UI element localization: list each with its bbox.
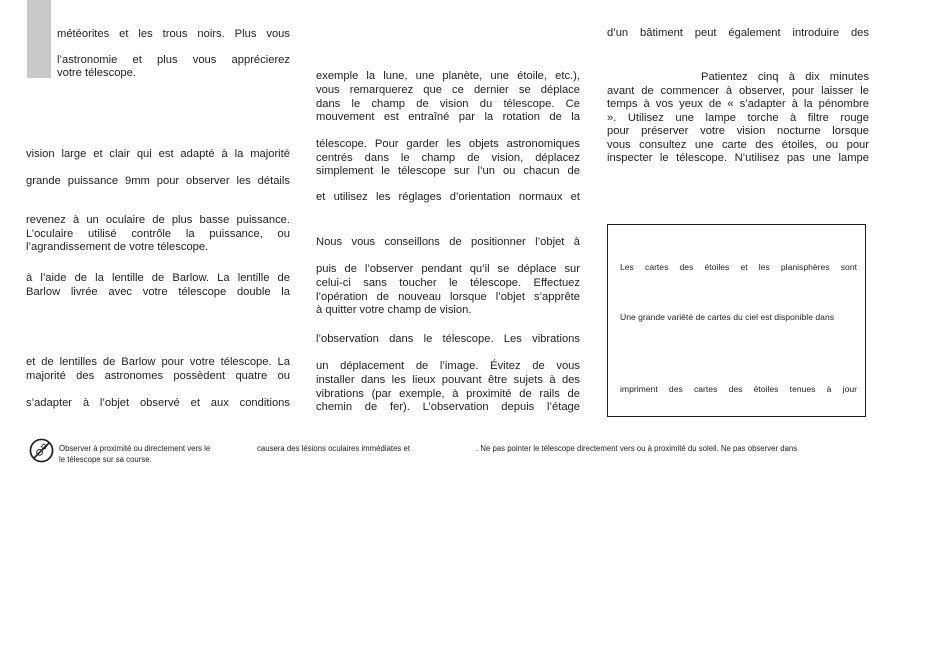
text-line: et de lentilles de Barlow pour votre télescope. La: [26, 356, 290, 368]
note-line: Une grande variété de cartes du ciel est disponible dans: [620, 312, 835, 322]
text-line: Patientez cinq à dix minutes: [701, 71, 869, 83]
note-line: impriment des cartes des étoiles tenues à jour: [620, 384, 857, 394]
text-line: ». Utilisez une lampe torche à filtre rouge: [607, 112, 869, 124]
text-line: s’adapter à l’objet observé et aux conditions: [26, 397, 290, 409]
note-line: Les cartes des étoiles et les planisphères sont: [620, 262, 857, 272]
text-line: L’oculaire utilisé contrôle la puissance, ou: [26, 228, 290, 240]
warning-text: causera des lésions oculaires immédiates et: [257, 444, 410, 453]
text-line: vous consultez une carte des étoiles, ou pour: [607, 139, 869, 151]
text-line: un déplacement de l’image. Évitez de vous: [316, 360, 580, 372]
text-line: d’un bâtiment peut également introduire des: [607, 27, 869, 39]
text-line: météorites et les trous noirs. Plus vous: [57, 28, 290, 40]
text-line: avant de commencer à observer, pour laisser le: [607, 85, 869, 97]
text-line: à quitter votre champ de vision.: [316, 304, 472, 316]
text-line: mouvement est entraîné par la rotation de la: [316, 111, 580, 123]
text-line: vision large et clair qui est adapté à la majorité: [26, 148, 290, 160]
text-line: pour préserver votre vision nocturne lorsque: [607, 125, 869, 137]
text-line: temps à vos yeux de « s’adapter à la pénombre: [607, 98, 869, 110]
text-line: l’astronomie et plus vous apprécierez: [57, 54, 290, 66]
text-line: chemin de fer). L’observation depuis l’étage: [316, 401, 580, 413]
star-charts-note-box: [607, 224, 866, 417]
warning-text: . Ne pas pointer le télescope directement vers ou à proximité du soleil. Ne pas observer dans: [476, 444, 798, 453]
no-sun-viewing-icon: [29, 438, 54, 463]
text-line: Nous vous conseillons de positionner l’objet à: [316, 236, 580, 248]
section-tab: [27, 0, 51, 78]
text-line: grande puissance 9mm pour observer les détails: [26, 175, 290, 187]
text-line: centrés dans le champ de vision, déplacez: [316, 152, 580, 164]
text-line: Barlow livrée avec votre télescope double la: [26, 286, 290, 298]
text-line: puis de l’observer pendant qu’il se déplace sur: [316, 263, 580, 275]
text-line: vous remarquerez que ce dernier se déplace: [316, 84, 580, 96]
text-line: l’observation dans le télescope. Les vibrations: [316, 333, 580, 345]
warning-text: Observer à proximité ou directement vers le: [59, 444, 211, 453]
text-line: majorité des astronomes possèdent quatre ou: [26, 370, 290, 382]
text-line: et utilisez les réglages d’orientation normaux et: [316, 191, 580, 203]
text-line: exemple la lune, une planète, une étoile, etc.),: [316, 70, 580, 82]
warning-text: le télescope sur sa course.: [59, 455, 152, 464]
text-line: simplement le télescope sur l’un ou chacun de: [316, 165, 580, 177]
text-line: vibrations (par exemple, à proximité de rails de: [316, 388, 580, 400]
text-line: à l’aide de la lentille de Barlow. La lentille de: [26, 272, 290, 284]
text-line: revenez à un oculaire de plus basse puissance.: [26, 214, 290, 226]
text-line: celui-ci sans toucher le télescope. Effectuez: [316, 277, 580, 289]
text-line: l’agrandissement de votre télescope.: [26, 241, 209, 253]
text-line: dans le champ de vision du télescope. Ce: [316, 98, 580, 110]
text-line: inspecter le télescope. N’utilisez pas une lampe: [607, 152, 869, 164]
text-line: l’opération de nouveau lorsque l’objet s’apprête: [316, 291, 580, 303]
text-line: télescope. Pour garder les objets astronomiques: [316, 138, 580, 150]
text-line: votre télescope.: [57, 67, 136, 79]
text-line: installer dans les lieux pouvant être sujets à des: [316, 374, 580, 386]
